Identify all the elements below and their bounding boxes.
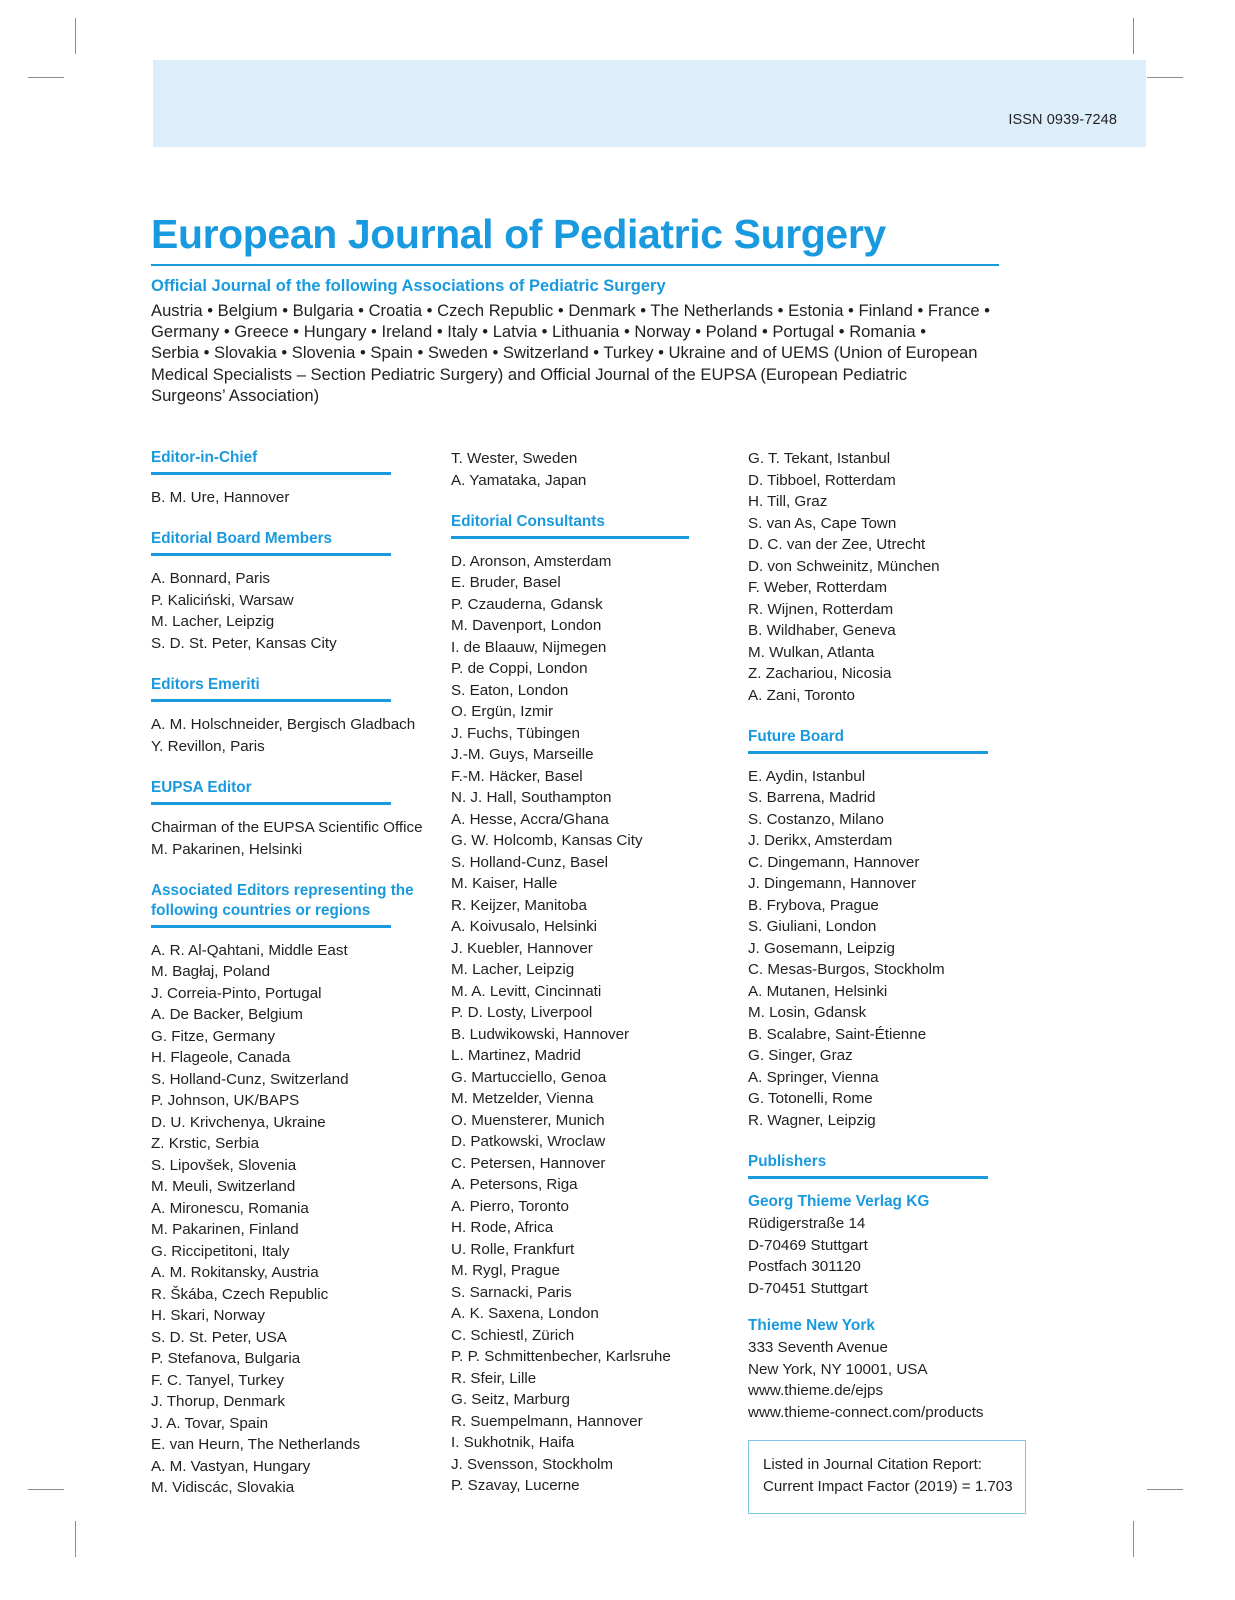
list-item: G. Seitz, Marburg	[451, 1391, 571, 1409]
list-item: M. Meuli, Switzerland	[151, 1178, 296, 1196]
list-item: R. Wagner, Leipzig	[748, 1111, 876, 1129]
list-item: P. P. Schmittenbecher, Karlsruhe	[451, 1348, 671, 1366]
section-editor-in-chief	[151, 448, 436, 508]
section-divider	[151, 553, 391, 556]
section-heading: Editor-in-Chief	[151, 449, 258, 466]
list-item: M. Davenport, London	[451, 617, 602, 635]
country-line: Surgeons’ Association)	[151, 386, 320, 406]
section-heading: Future Board	[748, 728, 845, 745]
list-item: M. Rygl, Prague	[451, 1262, 560, 1280]
list-item: C. Schiestl, Zürich	[451, 1326, 575, 1344]
list-item: M. Losin, Gdansk	[748, 1004, 867, 1022]
list-item: N. J. Hall, Southampton	[451, 789, 612, 807]
section-heading: EUPSA Editor	[151, 779, 252, 797]
list-item: J. Correia-Pinto, Portugal	[151, 984, 322, 1002]
list-item: J. Fuchs, Tübingen	[451, 724, 580, 742]
list-item: A. M. Rokitansky, Austria	[151, 1264, 319, 1282]
editorial-board-list	[151, 568, 436, 654]
list-item: H. Rode, Africa	[451, 1219, 554, 1237]
list-item: F.-M. Häcker, Basel	[451, 767, 583, 785]
publisher-thieme-new-york	[748, 1315, 1048, 1423]
section-heading-line2: following countries or regions	[151, 901, 371, 919]
list-item: A. Pierro, Toronto	[451, 1197, 569, 1215]
list-item: A. M. Vastyan, Hungary	[151, 1457, 311, 1475]
list-item: Z. Zachariou, Nicosia	[748, 665, 892, 682]
section-heading: Editors Emeriti	[151, 676, 260, 694]
title-divider	[151, 264, 999, 266]
eupsa-editor-list	[151, 817, 436, 860]
masthead-subtitle: Official Journal of the following Associations of Pediatric Surgery	[151, 277, 666, 296]
crop-mark-bottom-right-horizontal	[1147, 1489, 1183, 1490]
list-item: J. Dingemann, Hannover	[748, 875, 916, 893]
list-item: M. Pakarinen, Finland	[151, 1221, 299, 1239]
publisher-name: Georg Thieme Verlag KG	[748, 1193, 930, 1211]
list-item: F. Weber, Rotterdam	[748, 579, 887, 596]
list-item: Chairman of the EUPSA Scientific Office	[151, 819, 423, 836]
list-item: G. Fitze, Germany	[151, 1027, 276, 1045]
associated-editors-list	[151, 940, 436, 1499]
publisher-address	[748, 1337, 1048, 1423]
list-item: I. Sukhotnik, Haifa	[451, 1434, 575, 1452]
list-item: M. A. Levitt, Cincinnati	[451, 982, 602, 1000]
crop-mark-top-right-horizontal	[1147, 77, 1183, 78]
list-item: M. Lacher, Leipzig	[151, 613, 275, 631]
section-divider	[151, 699, 391, 702]
list-item: P. Stefanova, Bulgaria	[151, 1350, 301, 1368]
list-item: R. Suempelmann, Hannover	[451, 1412, 643, 1430]
list-item: P. Szavay, Lucerne	[451, 1477, 580, 1495]
address-line: 333 Seventh Avenue	[748, 1339, 888, 1357]
section-heading: Editorial Board Members	[151, 530, 333, 548]
list-item: A. K. Saxena, London	[451, 1305, 599, 1323]
list-item: P. Czauderna, Gdansk	[451, 595, 603, 613]
list-item: A. Mironescu, Romania	[151, 1199, 309, 1217]
editors-emeriti-list	[151, 714, 436, 757]
list-item: P. D. Losty, Liverpool	[451, 1004, 593, 1022]
masthead	[151, 213, 1001, 406]
list-item: A. Mutanen, Helsinki	[748, 982, 888, 1000]
list-item: U. Rolle, Frankfurt	[451, 1240, 575, 1258]
section-divider	[151, 802, 391, 805]
list-item: L. Martinez, Madrid	[451, 1047, 581, 1065]
list-item: M. Lacher, Leipzig	[451, 961, 575, 979]
list-item: R. Sfeir, Lille	[451, 1369, 537, 1387]
associated-editors-list-continued	[451, 448, 731, 491]
list-item: D. Aronson, Amsterdam	[451, 552, 612, 570]
address-line: D-70469 Stuttgart	[748, 1236, 868, 1254]
list-item: A. Petersons, Riga	[451, 1176, 578, 1194]
list-item: P. Johnson, UK/BAPS	[151, 1092, 300, 1110]
column-three	[748, 448, 1048, 1514]
list-item: J. Svensson, Stockholm	[451, 1455, 614, 1473]
list-item: J. Thorup, Denmark	[151, 1393, 285, 1411]
editorial-consultants-list	[451, 551, 731, 1497]
list-item: J. Derikx, Amsterdam	[748, 832, 893, 850]
list-item: I. de Blaauw, Nijmegen	[451, 638, 607, 656]
list-item: S. Lipovšek, Slovenia	[151, 1156, 297, 1174]
list-item: D. C. van der Zee, Utrecht	[748, 536, 926, 553]
list-item: R. Keijzer, Manitoba	[451, 896, 587, 914]
list-item: H. Flageole, Canada	[151, 1049, 291, 1067]
future-board-list	[748, 766, 1048, 1132]
address-line: www.thieme.de/ejps	[748, 1382, 884, 1400]
list-item: M. Metzelder, Vienna	[451, 1090, 594, 1108]
list-item: B. Wildhaber, Geneva	[748, 622, 896, 639]
publisher-address	[748, 1213, 1048, 1299]
crop-mark-top-left-vertical	[75, 18, 76, 54]
list-item: A. Springer, Vienna	[748, 1068, 879, 1086]
address-line: Rüdigerstraße 14	[748, 1215, 866, 1233]
list-item: C. Mesas-Burgos, Stockholm	[748, 961, 945, 979]
list-item: C. Petersen, Hannover	[451, 1154, 606, 1172]
list-item: B. Ludwikowski, Hannover	[451, 1025, 630, 1043]
list-item: A. M. Holschneider, Bergisch Gladbach	[151, 716, 416, 734]
list-item: S. Costanzo, Milano	[748, 810, 884, 828]
issn-number: ISSN 0939-7248	[1008, 112, 1117, 128]
list-item: G. Totonelli, Rome	[748, 1090, 873, 1108]
list-item: H. Skari, Norway	[151, 1307, 265, 1325]
list-item: M. Pakarinen, Helsinki	[151, 840, 303, 858]
list-item: O. Muensterer, Munich	[451, 1111, 605, 1129]
list-item: D. U. Krivchenya, Ukraine	[151, 1113, 326, 1131]
list-item: B. M. Ure, Hannover	[151, 488, 290, 506]
list-item: C. Dingemann, Hannover	[748, 853, 920, 871]
list-item: G. Riccipetitoni, Italy	[151, 1242, 290, 1260]
editor-in-chief-list	[151, 487, 436, 509]
list-item: A. Hesse, Accra/Ghana	[451, 810, 609, 828]
list-item: J. A. Tovar, Spain	[151, 1414, 269, 1432]
list-item: A. Zani, Toronto	[748, 686, 855, 704]
list-item: R. Škába, Czech Republic	[151, 1285, 329, 1303]
list-item: T. Wester, Sweden	[451, 450, 578, 467]
list-item: M. Bagłaj, Poland	[151, 963, 271, 981]
country-line: Serbia • Slovakia • Slovenia • Spain • Sweden • Switzerland • Turkey • Ukraine and of UEMS (Union of European	[151, 343, 978, 363]
list-item: S. Barrena, Madrid	[748, 789, 876, 807]
address-line: www.thieme-connect.com/products	[748, 1404, 984, 1422]
list-item: J. Kuebler, Hannover	[451, 939, 593, 957]
list-item: P. de Coppi, London	[451, 660, 588, 678]
list-item: R. Wijnen, Rotterdam	[748, 600, 894, 618]
list-item: M. Kaiser, Halle	[451, 875, 558, 893]
section-divider	[748, 751, 988, 754]
section-divider	[748, 1176, 988, 1179]
list-item: S. Holland-Cunz, Switzerland	[151, 1070, 349, 1088]
list-item: M. Wulkan, Atlanta	[748, 643, 875, 661]
section-publishers	[748, 1152, 1048, 1514]
address-line: New York, NY 10001, USA	[748, 1360, 928, 1378]
impact-factor-line2: Current Impact Factor (2019) = 1.703	[763, 1478, 1013, 1496]
list-item: A. R. Al-Qahtani, Middle East	[151, 941, 348, 959]
associations-country-list	[151, 300, 1003, 407]
section-eupsa-editor	[151, 778, 436, 860]
address-line: D-70451 Stuttgart	[748, 1279, 868, 1297]
list-item: A. Yamataka, Japan	[451, 471, 587, 489]
publisher-georg-thieme-verlag	[748, 1191, 1048, 1299]
column-two	[451, 448, 731, 1518]
section-divider	[451, 536, 689, 539]
section-divider	[151, 925, 391, 928]
section-future-board	[748, 727, 1048, 1131]
crop-mark-bottom-left-vertical	[75, 1521, 76, 1557]
list-item: G. W. Holcomb, Kansas City	[451, 832, 643, 850]
list-item: G. T. Tekant, Istanbul	[748, 450, 891, 467]
list-item: E. Aydin, Istanbul	[748, 767, 866, 785]
list-item: G. Martucciello, Genoa	[451, 1068, 607, 1086]
list-item: H. Till, Graz	[748, 493, 828, 510]
column-one	[151, 448, 436, 1520]
country-line: Germany • Greece • Hungary • Ireland • Italy • Latvia • Lithuania • Norway • Poland • Portugal • Romania •	[151, 322, 927, 342]
list-item: D. Patkowski, Wroclaw	[451, 1133, 606, 1151]
impact-factor-line1: Listed in Journal Citation Report:	[763, 1455, 982, 1473]
list-item: S. Sarnacki, Paris	[451, 1283, 572, 1301]
section-editorial-board-members	[151, 529, 436, 654]
crop-mark-top-right-vertical	[1133, 18, 1134, 54]
address-line: Postfach 301120	[748, 1258, 861, 1276]
list-item: M. Vidiscác, Slovakia	[151, 1479, 295, 1497]
issn-banner	[153, 60, 1146, 147]
publisher-name: Thieme New York	[748, 1317, 875, 1335]
list-item: E. Bruder, Basel	[451, 574, 561, 592]
section-editors-emeriti	[151, 675, 436, 757]
crop-mark-top-left-horizontal	[28, 77, 64, 78]
list-item: E. van Heurn, The Netherlands	[151, 1436, 361, 1454]
country-line: Austria • Belgium • Bulgaria • Croatia • Czech Republic • Denmark • The Netherlands • Estonia • Finland • France •	[151, 300, 990, 320]
list-item: D. Tibboel, Rotterdam	[748, 471, 896, 489]
list-item: A. Bonnard, Paris	[151, 570, 271, 588]
list-item: A. De Backer, Belgium	[151, 1006, 303, 1024]
list-item: P. Kaliciński, Warsaw	[151, 591, 294, 609]
list-item: F. C. Tanyel, Turkey	[151, 1371, 285, 1389]
list-item: S. van As, Cape Town	[748, 514, 897, 532]
crop-mark-bottom-right-vertical	[1133, 1521, 1134, 1557]
section-heading: Publishers	[748, 1153, 827, 1171]
section-heading-line1: Associated Editors representing the	[151, 882, 414, 899]
list-item: S. Eaton, London	[451, 681, 569, 699]
impact-factor-box	[748, 1440, 1026, 1514]
list-item: S. Giuliani, London	[748, 918, 877, 936]
list-item: Y. Revillon, Paris	[151, 737, 265, 755]
list-item: G. Singer, Graz	[748, 1047, 853, 1065]
country-line: Medical Specialists – Section Pediatric Surgery) and Official Journal of the EUPSA (European Pediatric	[151, 364, 908, 384]
list-item: D. von Schweinitz, München	[748, 557, 940, 575]
section-associated-editors	[151, 881, 436, 1499]
page-title: European Journal of Pediatric Surgery	[151, 211, 886, 257]
list-item: J.-M. Guys, Marseille	[451, 746, 594, 764]
section-divider	[151, 472, 391, 475]
section-heading: Editorial Consultants	[451, 513, 605, 530]
list-item: A. Koivusalo, Helsinki	[451, 918, 598, 936]
list-item: J. Gosemann, Leipzig	[748, 939, 895, 957]
list-item: Z. Krstic, Serbia	[151, 1135, 260, 1153]
list-item: S. D. St. Peter, Kansas City	[151, 634, 337, 652]
list-item: O. Ergün, Izmir	[451, 703, 554, 721]
list-item: S. Holland-Cunz, Basel	[451, 853, 609, 871]
list-item: B. Frybova, Prague	[748, 896, 879, 914]
editorial-consultants-list-continued	[748, 448, 1048, 706]
section-editorial-consultants	[451, 512, 731, 1497]
list-item: B. Scalabre, Saint-Étienne	[748, 1025, 927, 1043]
list-item: S. D. St. Peter, USA	[151, 1328, 287, 1346]
crop-mark-bottom-left-horizontal	[28, 1489, 64, 1490]
